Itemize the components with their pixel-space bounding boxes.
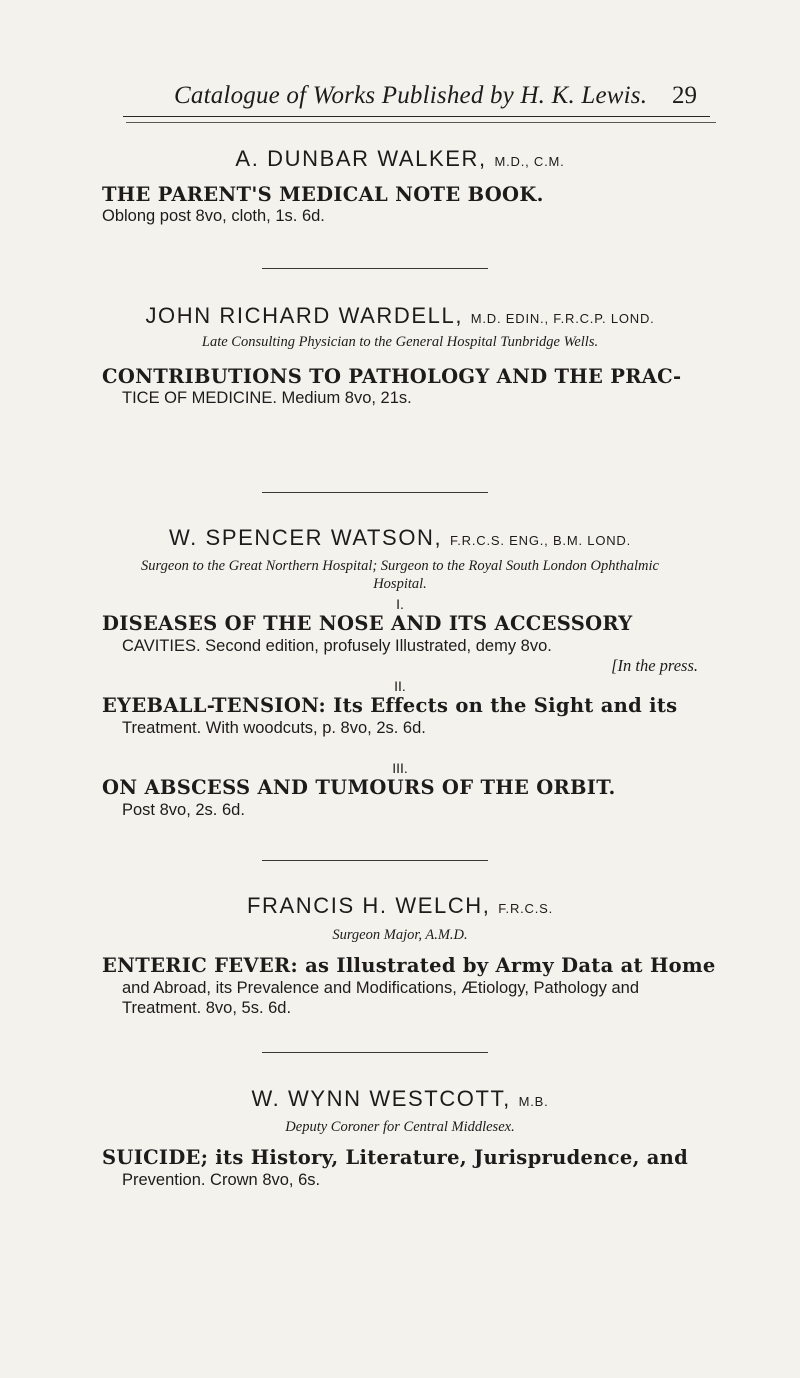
page-number: 29 bbox=[672, 82, 697, 109]
author-name bbox=[0, 893, 800, 919]
book-details: Prevention. Crown 8vo, 6s. bbox=[122, 1171, 321, 1189]
section-divider bbox=[262, 1052, 488, 1053]
book-title: DISEASES OF THE NOSE AND ITS ACCESSORY bbox=[102, 612, 633, 635]
author-name-text: FRANCIS H. WELCH, bbox=[246, 893, 491, 918]
book-format-price: Second edition, profusely Illustrated, demy 8vo. bbox=[205, 637, 552, 655]
book-details: Post 8vo, 2s. 6d. bbox=[122, 801, 245, 819]
author-affiliation bbox=[0, 557, 800, 593]
book-title-continued: TICE OF MEDICINE. bbox=[122, 389, 277, 407]
book-title: EYEBALL-TENSION: Its Effects on the Sight and its bbox=[102, 694, 678, 717]
header-rule bbox=[123, 116, 710, 117]
work-numeral: II. bbox=[394, 678, 406, 694]
book-format-price: Medium 8vo, 21s. bbox=[281, 389, 412, 407]
book-title: SUICIDE; its History, Literature, Jurisprudence, and bbox=[102, 1146, 689, 1169]
book-details: Oblong post 8vo, cloth, 1s. 6d. bbox=[102, 207, 325, 225]
author-name-text: A. DUNBAR WALKER, bbox=[235, 146, 487, 171]
book-details bbox=[102, 388, 722, 408]
author-qualifications: F.R.C.S. ENG., B.M. LOND. bbox=[449, 533, 632, 548]
author-name bbox=[0, 303, 800, 329]
book-title: ENTERIC FEVER: as Illustrated by Army Data at Home bbox=[102, 954, 716, 977]
author-affiliation: Deputy Coroner for Central Middlesex. bbox=[285, 1119, 515, 1135]
book-details: and Abroad, its Prevalence and Modifications, Ætiology, Pathology and bbox=[122, 979, 640, 997]
section-divider bbox=[262, 268, 488, 269]
affiliation-line: Hospital. bbox=[373, 576, 427, 592]
author-name-text: JOHN RICHARD WARDELL, bbox=[145, 303, 464, 328]
affiliation-line: Surgeon to the Great Northern Hospital; Surgeon to the Royal South London Ophthalmic bbox=[141, 558, 659, 574]
book-title: THE PARENT'S MEDICAL NOTE BOOK. bbox=[102, 183, 544, 206]
book-title-continued: CAVITIES. bbox=[122, 637, 201, 655]
section-divider bbox=[262, 860, 488, 861]
book-title: CONTRIBUTIONS TO PATHOLOGY AND THE PRAC- bbox=[102, 365, 682, 388]
book-title: ON ABSCESS AND TUMOURS OF THE ORBIT. bbox=[102, 776, 616, 799]
book-details: Treatment. 8vo, 5s. 6d. bbox=[122, 999, 292, 1017]
header-rule-secondary bbox=[126, 122, 716, 123]
author-qualifications: M.D., C.M. bbox=[494, 154, 565, 169]
author-name bbox=[0, 146, 800, 172]
author-qualifications: M.D. EDIN., F.R.C.P. LOND. bbox=[470, 311, 655, 326]
author-qualifications: M.B. bbox=[518, 1094, 549, 1109]
publication-status: [In the press. bbox=[611, 656, 698, 675]
author-qualifications: F.R.C.S. bbox=[498, 901, 554, 916]
author-affiliation: Surgeon Major, A.M.D. bbox=[332, 927, 468, 943]
book-details: Treatment. With woodcuts, p. 8vo, 2s. 6d. bbox=[122, 719, 426, 737]
section-divider bbox=[262, 492, 488, 493]
work-numeral: I. bbox=[396, 596, 404, 612]
book-details bbox=[102, 636, 722, 656]
author-name-text: W. SPENCER WATSON, bbox=[168, 525, 443, 550]
author-name-text: W. WYNN WESTCOTT, bbox=[251, 1086, 511, 1111]
author-affiliation: Late Consulting Physician to the General Hospital Tunbridge Wells. bbox=[201, 334, 599, 350]
author-name bbox=[0, 525, 800, 551]
work-numeral: III. bbox=[392, 760, 408, 776]
author-name bbox=[0, 1086, 800, 1112]
running-title: Catalogue of Works Published by H. K. Lewis. bbox=[174, 82, 648, 109]
